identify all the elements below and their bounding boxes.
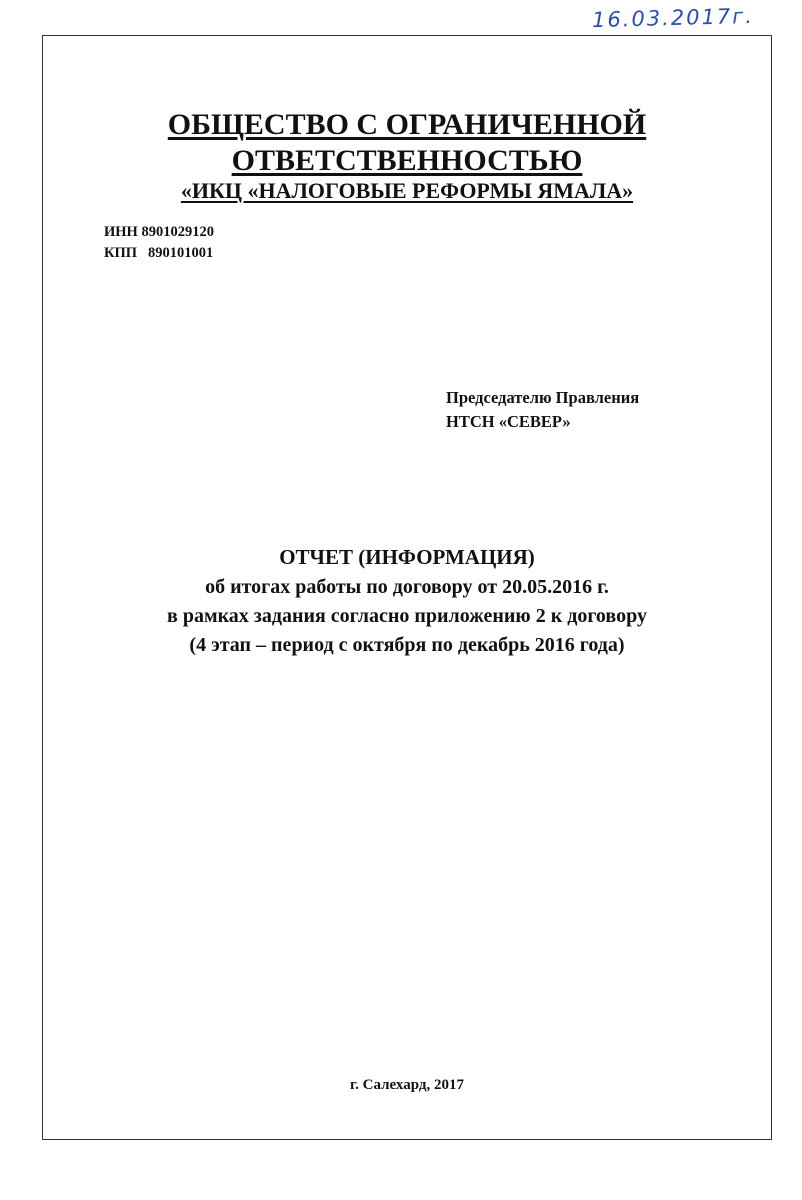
organization-name-line1: ОБЩЕСТВО С ОГРАНИЧЕННОЙ <box>167 108 647 141</box>
organization-name-line3: «ИКЦ «НАЛОГОВЫЕ РЕФОРМЫ ЯМАЛА» <box>180 178 634 203</box>
organization-name-line2: ОТВЕТСТВЕННОСТЬЮ <box>231 144 583 177</box>
addressee-position: Председателю Правления <box>446 388 640 407</box>
handwritten-date: 16.03.2017г. <box>591 3 755 33</box>
organization-identifiers <box>104 222 214 264</box>
report-subtitle-line2: в рамках задания согласно приложению 2 к договору <box>167 605 647 627</box>
inn-number: ИНН 8901029120 <box>104 224 214 240</box>
report-subtitle-line1: об итогах работы по договору от 20.05.2016 г. <box>205 576 609 598</box>
kpp-number: КПП 890101001 <box>104 245 214 261</box>
place-and-year: г. Салехард, 2017 <box>350 1077 464 1093</box>
addressee-block <box>446 386 639 434</box>
report-heading <box>42 542 772 660</box>
addressee-organization: НТСН «СЕВЕР» <box>446 412 571 431</box>
report-subtitle-line3: (4 этап – период с октября по декабрь 2016 года) <box>189 634 625 656</box>
report-title: ОТЧЕТ (ИНФОРМАЦИЯ) <box>279 545 535 569</box>
